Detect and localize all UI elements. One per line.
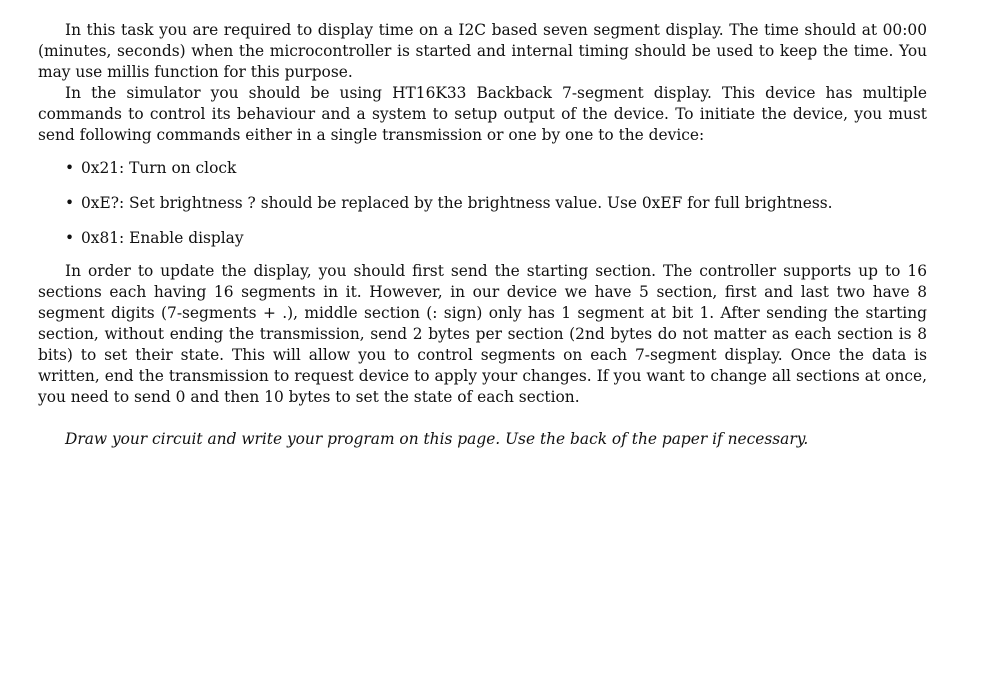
document-page [38,20,927,450]
command-list [38,158,927,249]
command-text: 0x21: Turn on clock [81,159,237,177]
list-item [38,193,927,214]
bullet-icon: • [65,159,75,177]
instruction-note: Draw your circuit and write your program on this page. Use the back of the paper if necessary. [65,430,809,448]
bullet-icon: • [65,229,75,247]
update-paragraph: In order to update the display, you should first send the starting section. The controller supports up to 16 sections each having 16 segments in it. However, in our device we have 5 section, first and last two have 8 segment digits (7-segments + .), middle section (: sign) only has 1 segment at bit 1. After sending the starting section, without ending the transmission, send 2 bytes per section (2nd bytes do not matter as each section is 8 bits) to set their state. This will allow you to control segments on each 7-segment display. Once the data is written, end the transmission to request device to apply your changes. If you want to change all sections at once, you need to send 0 and then 10 bytes to set the state of each section. [38,262,927,406]
list-item [38,158,927,179]
list-item [38,228,927,249]
simulator-paragraph: In the simulator you should be using HT16K33 Backback 7-segment display. This device has multiple commands to control its behaviour and a system to setup output of the device. To initiate the device, you must send following commands either in a single transmission or one by one to the device: [38,84,927,144]
command-text: 0x81: Enable display [81,229,244,247]
command-text: 0xE?: Set brightness ? should be replaced by the brightness value. Use 0xEF for full brightness. [81,194,833,212]
intro-paragraph: In this task you are required to display time on a I2C based seven segment display. The time should at 00:00 (minutes, seconds) when the microcontroller is started and internal timing should be used to keep the time. You may use millis function for this purpose. [38,21,927,81]
bullet-icon: • [65,194,75,212]
